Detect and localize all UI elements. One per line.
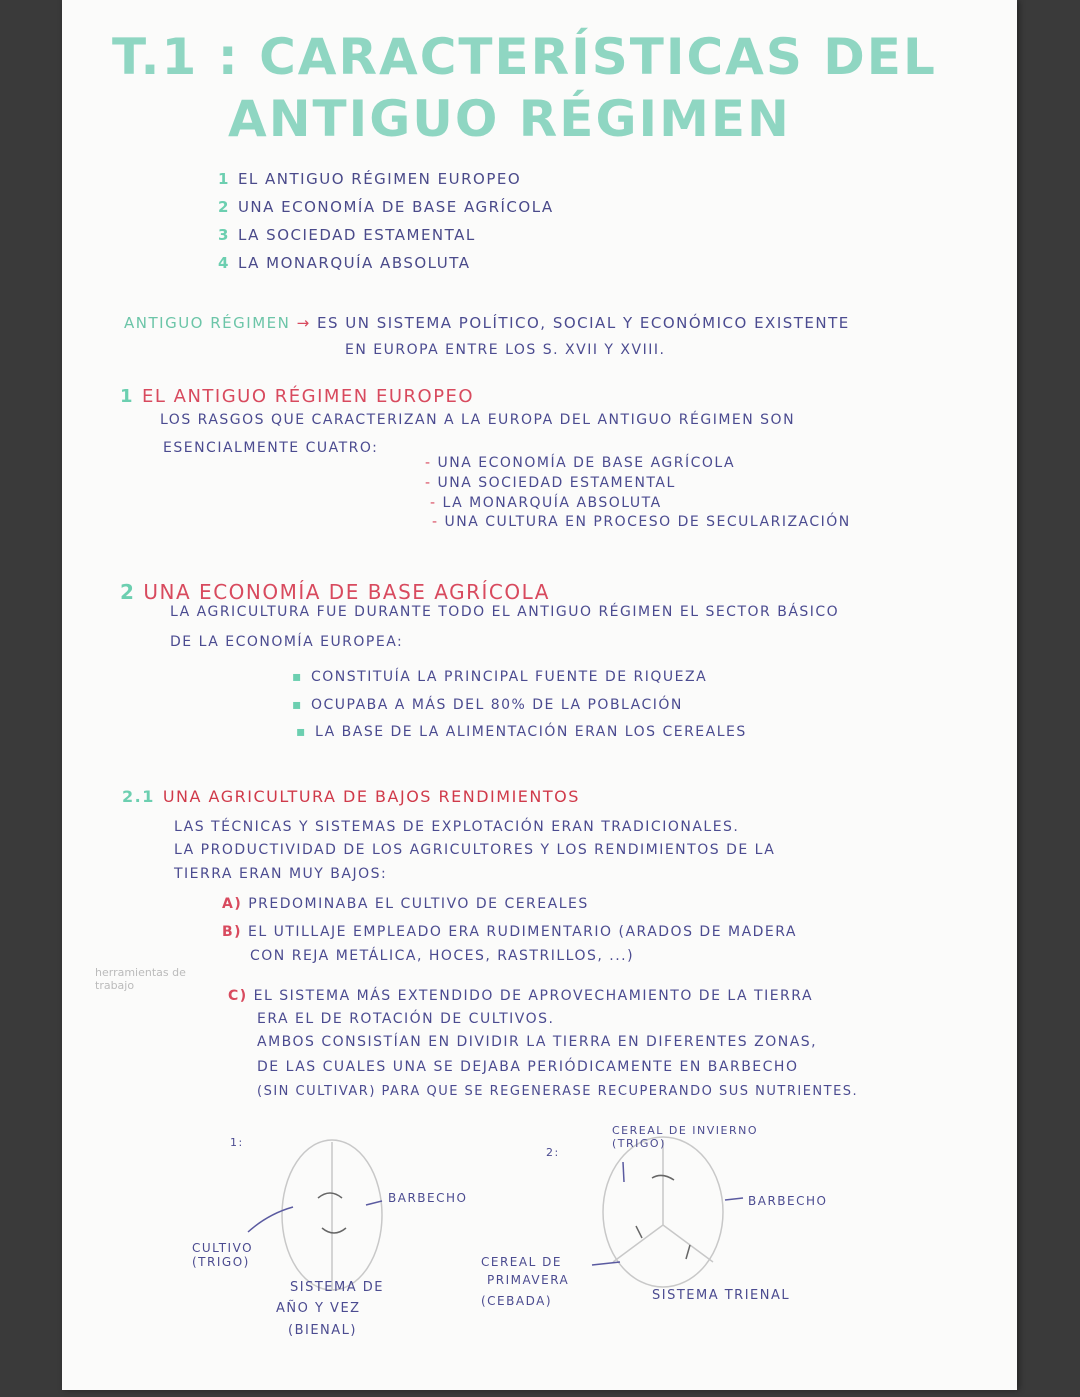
bullet-text: LA MONARQUÍA ABSOLUTA	[442, 495, 662, 511]
caption-trienal: SISTEMA TRIENAL	[652, 1288, 791, 1303]
item-marker: A)	[222, 896, 243, 912]
index-num: 3	[218, 226, 230, 244]
label-cereal-primavera: PRIMAVERA	[487, 1273, 570, 1287]
section-num: 1	[120, 386, 135, 407]
body-line: LA PRODUCTIVIDAD DE LOS AGRICULTORES Y LOS RENDIMIENTOS DE LA	[174, 842, 776, 858]
body-line: ESENCIALMENTE CUATRO:	[163, 440, 379, 456]
body-line: LAS TÉCNICAS Y SISTEMAS DE EXPLOTACIÓN ERAN TRADICIONALES.	[174, 819, 740, 835]
index-label: LA MONARQUÍA ABSOLUTA	[237, 254, 471, 272]
title-line-1: T.1 : CARACTERÍSTICAS DEL	[112, 28, 937, 86]
bullet-text: OCUPABA A MÁS DEL 80% DE LA POBLACIÓN	[311, 697, 683, 713]
label-cereal-primavera: CEREAL DE	[481, 1255, 562, 1269]
bullet-item: ▪ OCUPABA A MÁS DEL 80% DE LA POBLACIÓN	[292, 697, 683, 713]
heading-text: UNA ECONOMÍA DE BASE AGRÍCOLA	[143, 580, 550, 604]
caption-bienal: AÑO Y VEZ	[276, 1301, 361, 1316]
label-cultivo: CULTIVO (TRIGO)	[192, 1241, 254, 1269]
item-marker: B)	[222, 924, 243, 940]
definition-term: ANTIGUO RÉGIMEN	[124, 314, 291, 332]
margin-note: herramientas de trabajo	[95, 966, 186, 992]
label-cereal-primavera: (CEBADA)	[481, 1294, 553, 1308]
item-marker: C)	[228, 988, 248, 1004]
definition-text: ES UN SISTEMA POLÍTICO, SOCIAL Y ECONÓMICO EXISTENTE	[316, 314, 850, 332]
section-num: 2	[120, 580, 136, 604]
index-label: UNA ECONOMÍA DE BASE AGRÍCOLA	[237, 198, 554, 216]
body-line: TIERRA ERAN MUY BAJOS:	[174, 866, 388, 882]
body-line: DE LAS CUALES UNA SE DEJABA PERIÓDICAMENTE EN BARBECHO	[257, 1059, 799, 1075]
definition-line-2: EN EUROPA ENTRE LOS S. XVII Y XVIII.	[345, 342, 666, 358]
bullet-item: ▪ LA BASE DE LA ALIMENTACIÓN ERAN LOS CEREALES	[296, 724, 747, 740]
body-line: LOS RASGOS QUE CARACTERIZAN A LA EUROPA DEL ANTIGUO RÉGIMEN SON	[160, 412, 796, 428]
arrow-icon: →	[296, 314, 311, 332]
item-text: EL UTILLAJE EMPLEADO ERA RUDIMENTARIO (ARADOS DE MADERA	[248, 924, 798, 940]
bullet-item: - UNA SOCIEDAD ESTAMENTAL	[425, 475, 676, 491]
index-num: 1	[218, 170, 230, 188]
trienal-diagram	[603, 1137, 723, 1287]
body-line: LA AGRICULTURA FUE DURANTE TODO EL ANTIGUO RÉGIMEN EL SECTOR BÁSICO	[170, 604, 840, 620]
caption-bienal: SISTEMA DE	[290, 1280, 384, 1295]
bullet-text: UNA ECONOMÍA DE BASE AGRÍCOLA	[437, 455, 736, 471]
bullet-item: - LA MONARQUÍA ABSOLUTA	[430, 495, 662, 511]
index-num: 2	[218, 198, 230, 216]
bienal-diagram	[282, 1140, 382, 1290]
body-line: DE LA ECONOMÍA EUROPEA:	[170, 634, 404, 650]
body-line: ERA EL DE ROTACIÓN DE CULTIVOS.	[257, 1011, 555, 1027]
index-label: EL ANTIGUO RÉGIMEN EUROPEO	[237, 170, 522, 188]
bullet-text: CONSTITUÍA LA PRINCIPAL FUENTE DE RIQUEZA	[311, 669, 708, 685]
bullet-item: - UNA CULTURA EN PROCESO DE SECULARIZACIÓN	[432, 514, 851, 530]
diagram-2-number: 2:	[546, 1146, 560, 1159]
item-text: EL SISTEMA MÁS EXTENDIDO DE APROVECHAMIENTO DE LA TIERRA	[253, 988, 814, 1004]
label-cereal-invierno: CEREAL DE INVIERNO (TRIGO)	[612, 1124, 759, 1150]
label-barbecho: BARBECHO	[388, 1191, 468, 1205]
body-line: AMBOS CONSISTÍAN EN DIVIDIR LA TIERRA EN DIFERENTES ZONAS,	[257, 1034, 818, 1050]
bullet-text: LA BASE DE LA ALIMENTACIÓN ERAN LOS CEREALES	[315, 724, 747, 740]
bullet-item: - UNA ECONOMÍA DE BASE AGRÍCOLA	[425, 455, 736, 471]
bullet-item: ▪ CONSTITUÍA LA PRINCIPAL FUENTE DE RIQUEZA	[292, 669, 708, 685]
label-barbecho: BARBECHO	[748, 1194, 828, 1208]
bullet-text: UNA SOCIEDAD ESTAMENTAL	[437, 475, 676, 491]
index-num: 4	[218, 254, 230, 272]
bullet-text: UNA CULTURA EN PROCESO DE SECULARIZACIÓN	[444, 514, 851, 530]
index-label: LA SOCIEDAD ESTAMENTAL	[237, 226, 476, 244]
body-line: (SIN CULTIVAR) PARA QUE SE REGENERASE RECUPERANDO SUS NUTRIENTES.	[257, 1084, 859, 1099]
diagram-1-number: 1:	[230, 1136, 244, 1149]
heading-text: EL ANTIGUO RÉGIMEN EUROPEO	[142, 386, 475, 407]
caption-bienal: (BIENAL)	[288, 1323, 357, 1338]
heading-text: UNA AGRICULTURA DE BAJOS RENDIMIENTOS	[162, 787, 580, 806]
title-line-2: ANTIGUO RÉGIMEN	[228, 90, 791, 148]
section-num: 2.1	[122, 787, 155, 806]
item-text: PREDOMINABA EL CULTIVO DE CEREALES	[248, 896, 589, 912]
item-text: CON REJA METÁLICA, HOCES, RASTRILLOS, ...)	[250, 948, 635, 964]
